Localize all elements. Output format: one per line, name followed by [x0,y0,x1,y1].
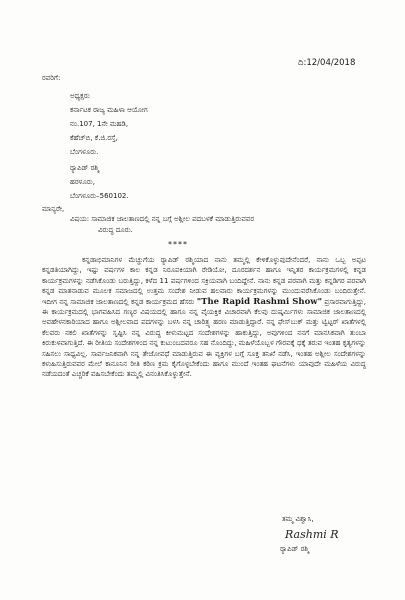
sender-name: ರ್‍ಯಾಪಿಡ್ ರಶ್ಮಿ [70,164,100,172]
subject-line-1: ವಿಷಯ: ಸಾಮಾಜಿಕ ಜಾಲತಾಣದಲ್ಲಿ ನನ್ನ ಬಗ್ಗೆ ಅಶ್ಲೀಲ ಪದಬಳಕೆ ಮಾಡುತ್ತಿರುವವರ [70,215,255,223]
sender-city: ಬೆಂಗಳೂರು–560102. [70,192,129,200]
recipient-city: ಬೆಂಗಳೂರು. [70,148,99,156]
sender-area: ಹರಳೂರು, [70,178,95,186]
separator: **** [168,240,188,249]
recipient-address-1: ನಂ.107, 1ನೇ ಮಹಡಿ, [70,120,129,128]
subject [70,214,360,236]
recipient-label: ರವರಿಗೆ: [42,74,61,82]
recipient-office: ಕರ್ನಾಟಕ ರಾಜ್ಯ ಮಹಿಳಾ ಆಯೋಗ [70,106,148,114]
body-paragraph [42,255,366,380]
body-text-2: ಪ್ರಸಾರವಾಗುತ್ತಿದ್ದು, ಈ ಕಾರ್ಯಕ್ರಮದಲ್ಲಿ ಭಾಗವಹಿಸಿದ ಗಣ್ಯರ ವಿಷಯದಲ್ಲಿ ಹಾಗೂ ನನ್ನ ವೈಯಕ್ತಿಕ ವಿಚಾರವಾಗಿ ಕೆಲವು ದುಷ್ಕರ್ಮಿಗಳು ಸಾಮಾಜಿಕ ಜಾಲತಾಣದಲ್ಲಿ ಅವಹೇಳನಕಾರಿಯಾದ ಹಾಗೂ ಅಶ್ಲೀಲವಾದ ಪದಗಳನ್ನು ಬಳಸಿ ನನ್ನ ಚಾರಿತ್ರ್ಯ ಹರಣ ಮಾಡುತ್ತಿದ್ದಾರೆ. ನನ್ನ ಫೇಸ್‌ಬುಕ್ ಮತ್ತು ಟ್ವಿಟ್ಟರ್ ಖಾತೆಗಳಲ್ಲಿ ಕೆಲವರು ನಕಲಿ ಖಾತೆಗಳನ್ನು ಸೃಷ್ಟಿಸಿ ನನ್ನ ವಿರುದ್ಧ ಕೀಳುಮಟ್ಟದ ಸಂದೇಶಗಳನ್ನು ಹಾಕುತ್ತಿದ್ದು, ಅವುಗಳಿಂದ ನನಗೆ ಮಾನಸಿಕವಾಗಿ ತುಂಬಾ ಕಿರುಕುಳವಾಗುತ್ತಿದೆ. ಈ ರೀತಿಯ ಸಂದೇಶಗಳಿಂದ ನನ್ನ ಕುಟುಂಬದವರೂ ಸಹ ನೊಂದಿದ್ದು, ಮಹಿಳೆಯೊಬ್ಬಳ ಗೌರವಕ್ಕೆ ಧಕ್ಕೆ ತರುವ ಇಂತಹ ಕೃತ್ಯಗಳನ್ನು ಸಹಿಸಲು ಸಾಧ್ಯವಿಲ್ಲ. ಸಾರ್ವಜನಿಕವಾಗಿ ನನ್ನ ತೇಜೋವಧೆ ಮಾಡುತ್ತಿರುವ ಈ ವ್ಯಕ್ತಿಗಳ ಬಗ್ಗೆ ಸೂಕ್ತ ತನಿಖೆ ನಡೆಸಿ, ಇಂತಹ ಅಶ್ಲೀಲ ಸಂದೇಶಗಳನ್ನು ಕಳುಹಿಸುತ್ತಿರುವವರ ಮೇಲೆ ಕಾನೂನಿನ ರೀತಿ ಕಠಿಣ ಕ್ರಮ ಕೈಗೊಳ್ಳಬೇಕೆಂದು ಹಾಗೂ ಮುಂದೆ ಇಂತಹ ಘಟನೆಗಳು ಯಾವುದೇ ಮಹಿಳೆಯ ವಿರುದ್ಧ ನಡೆಯದಂತೆ ಎಚ್ಚರಿಕೆ ವಹಿಸಬೇಕೆಂದು ತಮ್ಮಲ್ಲಿ ವಿನಂತಿಸಿಕೊಳ್ಳುತ್ತೇನೆ. [42,297,366,379]
show-name: "The Rapid Rashmi Show" [196,296,323,307]
body-text-1: ಕನ್ನಡಾಭಿಮಾನಿಗಳ ಮೆಚ್ಚುಗೆಯ ರ್‍ಯಾಪಿಡ್ ರಶ್ಮಿಯಾದ ನಾನು ತಮ್ಮಲ್ಲಿ ಕೇಳಿಕೊಳ್ಳುವುದೇನೆಂದರೆ, ನಾನು ಒಬ್ಬ ಅಪ್ಪಟ ಕನ್ನಡತಿಯಾಗಿದ್ದು, ಇಷ್ಟು ವರ್ಷಗಳ ಕಾಲ ಕನ್ನಡ ನಿರೂಪಕಿಯಾಗಿ ರೇಡಿಯೋ, ದೂರದರ್ಶನ ಹಾಗೂ ಇನ್ನಿತರ ಕಾರ್ಯಕ್ರಮಗಳಲ್ಲಿ ಕನ್ನಡ ಕಾರ್ಯಕ್ರಮಗಳನ್ನು ನಡೆಸಿಕೊಂಡು ಬರುತ್ತಿದ್ದು, ಕಳೆದ 11 ವರ್ಷಗಳಿಂದ ಸಕ್ರಿಯವಾಗಿ ಬಂದಿದ್ದೇನೆ. ನಾನು ಕನ್ನಡ ಪರವಾಗಿ ಮತ್ತು ಕನ್ನಡಿಗರ ಪರವಾಗಿ ಕನ್ನಡ ಮಾತನಾಡುವ ಮೂಲಕ ಸಮಾಜದಲ್ಲಿ ಉತ್ತಮ ಸಂದೇಶ ನೀಡುವ ಹಲವಾರು ಕಾರ್ಯಕ್ರಮಗಳನ್ನು ಮುಂದುವರೆಸಿಕೊಂಡು ಬಂದಿರುತ್ತೇನೆ. ಇದೀಗ ನನ್ನ ಸಾಮಾಜಿಕ ಜಾಲತಾಣದಲ್ಲಿ ಕನ್ನಡ ಕಾರ್ಯಕ್ರಮದ ಹೆಸರು [42,256,366,306]
letter-body [42,255,366,380]
letter-date: ದಿ:12/04/2018 [298,58,356,68]
recipient-address-2: ಕೆಹೆಚ್‌ಬಿ, ಕೆ.ಜಿ.ರಸ್ತೆ, [70,134,118,142]
salutation: ಮಾನ್ಯರೇ, [42,205,65,213]
subject-line-2: ವಿರುದ್ಧ ದೂರು. [98,226,133,234]
signature: Rashmi R [285,528,339,541]
signature-name: ರ್‍ಯಾಪಿಡ್ ರಶ್ಮಿ [280,545,310,553]
recipient-designation: ಅಧ್ಯಕ್ಷರು [70,92,90,100]
closing: ತಮ್ಮ ವಿಶ್ವಾಸಿ, [282,515,314,523]
